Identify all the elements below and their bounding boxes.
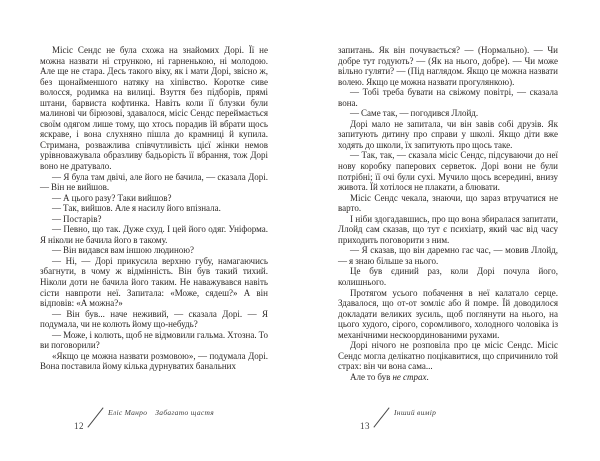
author-name: Еліс Манро bbox=[108, 408, 148, 417]
paragraph: Дорі мало не запитала, чи він завів собі друзів. Як запитують дитину про справи у школі. Якщо діти вже ходять до школи, їх запитують про щось таке. bbox=[338, 118, 558, 150]
left-page-footer bbox=[74, 404, 214, 434]
paragraph: — Саме так, — погодився Ллойд. bbox=[350, 108, 479, 119]
text-segment: Але то був bbox=[350, 371, 393, 382]
right-page-footer bbox=[360, 404, 436, 434]
paragraph: — Я сказав, що він даремно гає час, — мовив Ллойд, — я знаю більше за нього. bbox=[338, 245, 558, 266]
paragraph: І ніби здогадавшись, про що вона збиралася запитати, Ллойд сам сказав, що тут є психіатр, який час від часу приходить поговорити з ним. bbox=[338, 213, 558, 245]
paragraph: — А цього разу? Таки вийшов? bbox=[52, 192, 172, 203]
left-page-number: 12 bbox=[74, 421, 84, 431]
footer-divider-slash bbox=[370, 404, 394, 432]
paragraph: — Так, так, — сказала місіс Сендс, підсуваючи до неї нову коробку паперових серветок. Дорі вони не були потрібні; її очі були сухі. Мучило щось всередині, внизу живота. Їй хотілося не плакати, а блювати. bbox=[338, 150, 558, 193]
left-page-text bbox=[40, 45, 268, 372]
paragraph: запитань. Як він почувається? — (Нормально). — Чи добре тут годують? — (Як на нього, добре). — Чи може вільно гуляти? — (Під наглядом. Якщо це можна назвати волею. Якщо це можна назвати прогулянкою). bbox=[338, 45, 558, 87]
paragraph: — Я була там двічі, але його не бачила, — сказала Дорі. — Він не вийшов. bbox=[40, 171, 268, 193]
left-running-head bbox=[108, 404, 214, 417]
footer-divider-slash bbox=[84, 404, 108, 432]
emphasized-text: не страх bbox=[392, 371, 427, 382]
paragraph: — Ні, — Дорі прикусила верхню губу, намагаючись збагнути, в чому ж відмінність. Він був такий тихий. Ніколи доти не бачила його таким. Не наважувався навіть сісти навпроти неї. Запитала: «Може, сядеш?» А він відповів: «А можна?» bbox=[40, 255, 268, 309]
right-page-number: 13 bbox=[360, 421, 370, 431]
paragraph: — Так, вийшов. Але я насилу його впізнала. bbox=[52, 203, 221, 214]
paragraph bbox=[338, 372, 558, 383]
paragraph: — Він видався вам іншою людиною? bbox=[52, 245, 195, 256]
slash-line bbox=[87, 407, 103, 427]
paragraph: — Тобі треба бувати на свіжому повітрі, — сказала вона. bbox=[338, 87, 558, 108]
text-segment: . bbox=[426, 371, 429, 382]
paragraph: — Може, і колють, щоб не відмовили гальма. Хтозна. То ви поговорили? bbox=[40, 329, 268, 351]
paragraph: — Певно, що так. Дуже схуд. І цей його одяг. Уніформа. Я ніколи не бачила його в такому. bbox=[40, 224, 268, 245]
book-title: Забагато щастя bbox=[155, 408, 215, 417]
paragraph: Протягом усього побачення в неї калатало серце. Здавалося, що от-от зомліє або й помре. Їй доводилося докладати великих зусиль, щоб поглянути на нього, на цього худого, сірого, соромливого, холодного чоловіка із механічними нескоординованими рухами. bbox=[338, 287, 558, 340]
paragraph: Дорі нічого не розповіла про це місіс Сендс. Місіс Сендс могла делікатно поцікавитися, що спричинило той страх: він чи вона сама... bbox=[338, 340, 558, 372]
paragraph: Це був єдиний раз, коли Дорі почула його, колишнього. bbox=[338, 266, 558, 288]
paragraph: — Він був... наче неживий, — сказала Дорі. — Я подумала, чи не колють йому що-небудь? bbox=[40, 308, 268, 330]
paragraph: — Постарів? bbox=[52, 213, 102, 224]
paragraph: «Якщо це можна назвати розмовою», — подумала Дорі. Вона поставила йому кілька дурнуватих банальних bbox=[40, 350, 268, 372]
paragraph: Місіс Сендс не була схожа на знайомих Дорі. Її не можна назвати ні стрункою, ні гарненькою, ні молодою. Але ще не стара. Десь такого віку, як і мати Дорі, звісно ж, без щонайменшого натяку на хіпівство. Коротке сиве волосся, родимка на вилиці. Взуття без підборів, прямі штани, барвиста кофтинка. Навіть коли її блузки були малинові чи бірюзові, здавалося, місіс Сендс переймається своїм одягом лише тому, що хтось порадив їй вбрати щось яскраве, і вона слухняно пішла до крамниці й купила. Стримана, розважлива співчутливість цієї жінки немов урівноважувала образливу бадьорість її вбрання, тож Дорі воно не дратувало. bbox=[40, 45, 268, 172]
slash-line bbox=[373, 407, 389, 427]
right-page-text bbox=[338, 45, 558, 383]
paragraph: Місіс Сендс чекала, знаючи, що зараз втручатися не варто. bbox=[338, 192, 558, 214]
chapter-title: Інший вимір bbox=[394, 408, 437, 417]
